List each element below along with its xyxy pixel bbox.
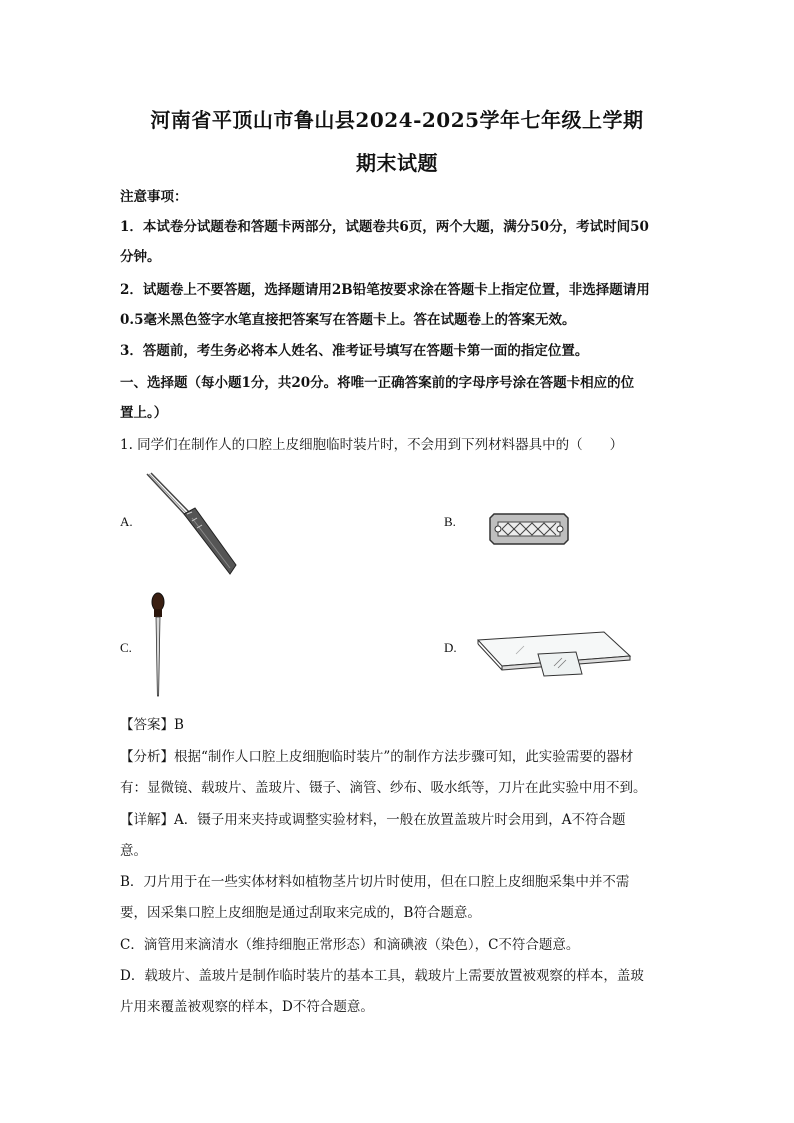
detail-a-line-2: 意。 — [120, 843, 147, 859]
exam-subtitle: 期末试题 — [356, 151, 438, 175]
detail-a-line-1: 【详解】A．镊子用来夹持或调整实验材料，一般在放置盖玻片时会用到，A不符合题 — [120, 812, 626, 828]
detail-b-line-1: B．刀片用于在一些实体材料如植物茎片切片时使用，但在口腔上皮细胞采集中并不需 — [120, 874, 630, 890]
notice-item-1: 1．本试卷分试题卷和答题卡两部分，试题卷共6页，两个大题，满分50分，考试时间50 — [120, 219, 649, 235]
option-c-label: C. — [120, 640, 132, 655]
notice-item-1-cont: 分钟。 — [120, 249, 161, 265]
detail-d-line-1: D．载玻片、盖玻片是制作临时装片的基本工具，载玻片上需要放置被观察的样本，盖玻 — [120, 968, 644, 984]
question-1-stem: 1. 同学们在制作人的口腔上皮细胞临时装片时，不会用到下列材料器具中的（ ） — [120, 437, 624, 453]
analysis-line-1: 【分析】根据“制作人口腔上皮细胞临时装片”的制作方法步骤可知，此实验需要的器材 — [120, 749, 634, 765]
exam-title: 河南省平顶山市鲁山县2024-2025学年七年级上学期 — [150, 108, 644, 132]
dropper-icon — [146, 590, 170, 700]
option-b-label: B. — [444, 514, 456, 529]
notice-item-2: 2．试题卷上不要答题，选择题请用2B铅笔按要求涂在答题卡上指定位置，非选择题请用 — [120, 282, 650, 298]
detail-b-line-2: 要，因采集口腔上皮细胞是通过刮取来完成的，B符合题意。 — [120, 905, 481, 921]
notice-item-2-cont: 0.5毫米黑色签字水笔直接把答案写在答题卡上。答在试题卷上的答案无效。 — [120, 312, 576, 328]
tweezers-icon — [140, 470, 250, 580]
razor-blade-icon — [488, 512, 570, 546]
analysis-line-2: 有：显微镜、载玻片、盖玻片、镊子、滴管、纱布、吸水纸等，刀片在此实验中用不到。 — [120, 780, 647, 796]
notice-item-3: 3．答题前，考生务必将本人姓名、准考证号填写在答题卡第一面的指定位置。 — [120, 343, 589, 359]
section-heading: 一、选择题（每小题1分，共20分。将唯一正确答案前的字母序号涂在答题卡相应的位 — [120, 375, 635, 391]
option-d-label: D. — [444, 640, 457, 655]
glass-slide-icon — [476, 628, 634, 680]
detail-c-line: C．滴管用来滴清水（维持细胞正常形态）和滴碘液（染色），C不符合题意。 — [120, 937, 580, 953]
section-heading-cont: 置上。） — [120, 405, 168, 421]
notice-heading: 注意事项： — [120, 189, 188, 205]
detail-d-line-2: 片用来覆盖被观察的样本，D不符合题意。 — [120, 999, 374, 1015]
option-a-label: A. — [120, 514, 133, 529]
answer-line: 【答案】B — [120, 717, 184, 733]
